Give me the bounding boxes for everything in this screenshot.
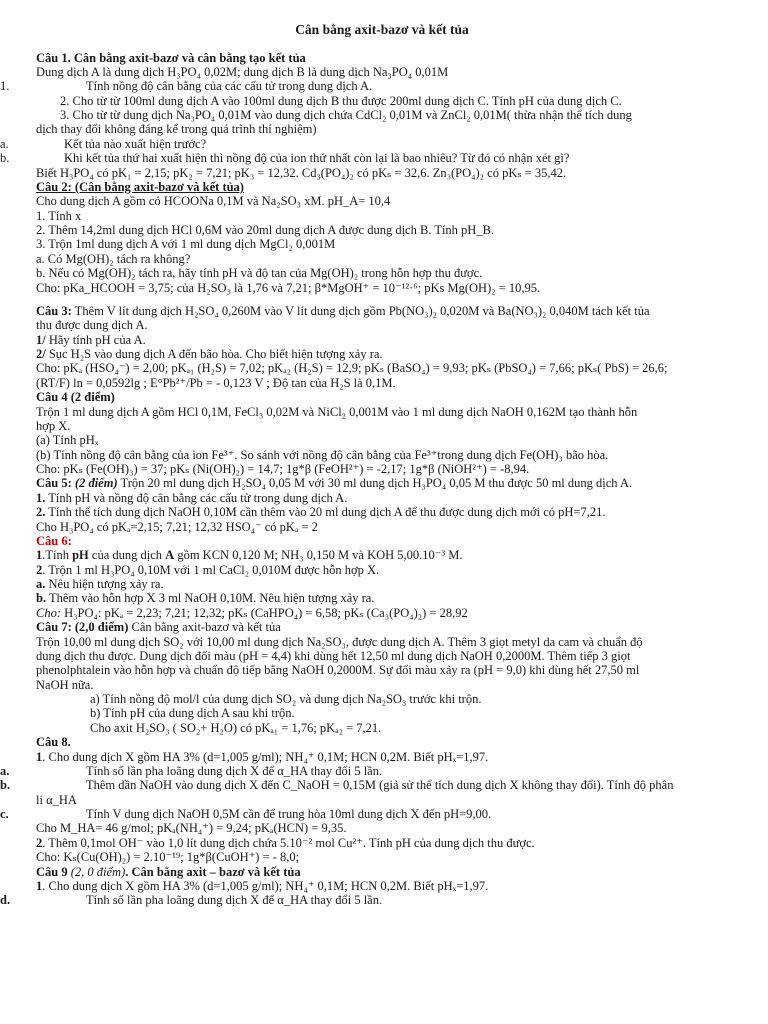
question-3-intro-cont: thu được dung dịch A. [36, 318, 148, 333]
q6-item-1-text-c: của dung dịch [88, 548, 166, 563]
q2-given-data: Cho: pKa_HCOOH = 3,75; của H₂SO₃ là 1,76 và 7,21; β*MgOH⁺ = 10⁻¹²·⁶; pKs Mg(OH)₂ = 10,95. [36, 280, 541, 295]
q2-item-1: 1. Tính x [36, 208, 82, 223]
q1-part-b: Khi kết tủa thứ hai xuất hiện thì nồng độ của ion thứ nhất còn lại là bao nhiêu? Từ đó có nhận xét gì? [64, 151, 570, 166]
question-3-heading: Câu 3: [36, 303, 72, 318]
question-5-points: (2 điểm) [71, 476, 118, 491]
q6-part-a: Nêu hiện tượng xảy ra. [45, 577, 164, 592]
q5-item-2: Tính thể tích dung dịch NaOH 0,10M cần thêm vào 20 ml dung dịch A để thu được dung dịch mới có pH=7,21. [45, 505, 606, 520]
q4-given-data: Cho: pKₛ (Fe(OH)₃) = 37; pKₛ (Ni(OH)₂) = 14,7; 1g*β (FeOH²⁺) = -2,17; 1g*β (NiOH²⁺) = -8,94. [36, 462, 530, 477]
q8-item-2: . Thêm 0,1mol OH⁻ vào 1,0 lít dung dịch chứa 5.10⁻² mol Cu²⁺. Tính pH của dung dịch thu được. [42, 835, 535, 850]
question-2-heading: Câu 2: (Cân bằng axit-bazơ và kết tủa) [36, 179, 244, 194]
q3-item-1: Hãy tính pH của A. [45, 332, 146, 347]
q7-given-data: Cho axit H₂SO₃ ( SO₂+ H₂O) có pKₐ₁ = 1,76; pKₐ₂ = 7,21. [90, 720, 382, 735]
q3-item-2: Sục H₂S vào dung dịch A đến bão hòa. Cho biết hiện tượng xảy ra. [45, 347, 383, 362]
q3-item-2-number: 2/ [36, 347, 46, 362]
q1-part-a: Kết tủa nào xuất hiện trước? [64, 136, 207, 151]
q7-paragraph-line-1: Trộn 10,00 ml dung dịch SO₂ với 10,00 ml dung dịch Na₂SO₃, được dung dịch A. Thêm 3 giọt metyl da cam và chuẩn độ [36, 634, 643, 649]
q2-part-a: a. Có Mg(OH)₂ tách ra không? [36, 251, 191, 266]
q5-given-data: Cho H₃PO₄ có pKₐ=2,15; 7,21; 12,32 HSO₄⁻ có pKₐ = 2 [36, 519, 318, 534]
q8-part-b-label: b. [0, 778, 11, 793]
question-1-heading: Câu 1. Cân bằng axit-bazơ và cân bằng tạo kết tủa [36, 50, 306, 65]
q1-part-b-label: b. [0, 151, 10, 166]
q1-item-1: Tính nồng độ cân bằng của các cấu tử trong dung dịch A. [86, 79, 373, 94]
question-5-heading: Câu 5: [36, 476, 72, 491]
question-7-heading-tail: Cân bằng axit-bazơ và kết tủa [128, 620, 281, 635]
question-4-heading: Câu 4 (2 điểm) [36, 390, 115, 405]
q8-part-c: Tính V dung dịch NaOH 0,5M cần để trung hòa 10ml dung dịch X đến pH=9,00. [86, 807, 492, 822]
q7-paragraph-line-3: phenolphtalein vào hỗn hợp và chuẩn độ tiếp bằng NaOH 0,2000M. Sự đổi màu xảy ra (pH = 9,0) khi dùng hết 27,50 ml [36, 663, 640, 678]
question-1-intro: Dung dịch A là dung dịch H₃PO₄ 0,02M; dung dịch B là dung dịch Na₃PO₄ 0,01M [36, 64, 449, 79]
q6-item-1-text-d: A [165, 548, 175, 563]
q1-part-a-label: a. [0, 136, 9, 151]
q6-item-1-text-e: gồm KCN 0,120 M; NH₃ 0,150 M và KOH 5,00.10⁻³ M. [174, 548, 463, 563]
question-5-intro: Trộn 20 ml dung dịch H₂SO₄ 0,05 M với 30 ml dung dịch H₃PO₄ 0,05 M thu được 50 ml dung dịch A. [117, 476, 633, 491]
document-title: Cân bằng axit-bazơ và kết tủa [295, 22, 469, 37]
q7-paragraph-line-4: NaOH nữa. [36, 677, 94, 692]
q7-paragraph-line-2: dung dịch thu được. Dung dịch đổi màu (pH = 4,4) khi dùng hết 12,50 ml dung dịch NaOH 0,2000M. Thêm tiếp 3 giọt [36, 648, 631, 663]
question-6-heading: Câu 6: [36, 533, 72, 548]
q5-item-2-number: 2. [36, 505, 46, 520]
q6-item-1-text-a: .Tính [42, 548, 73, 563]
q9-part-d: Tính số lần pha loãng dung dịch X để α_HA thay đổi 5 lần. [86, 893, 383, 908]
q6-item-1-number: 1 [36, 548, 43, 563]
question-4-intro-cont: hợp X. [36, 418, 71, 433]
q6-part-b: Thêm vào hỗn hợp X 3 ml NaOH 0,10M. Nêu hiện tượng xảy ra. [46, 591, 375, 606]
question-9-points: (2, 0 điểm) [67, 864, 126, 879]
q5-item-1-number: 1. [36, 490, 46, 505]
q5-item-1: Tính pH và nồng độ cân bằng các cấu tử trong dung dịch A. [45, 490, 348, 505]
q3-item-1-number: 1/ [36, 332, 46, 347]
q3-given-data-cont: (RT/F) ln = 0,0592lg ; E°Pb²⁺/Pb = - 0,123 V ; Độ tan của H₂S là 0,1M. [36, 375, 396, 390]
question-3-intro: Thêm V lít dung dịch H₂SO₄ 0,260M vào V lít dung dịch gồm Pb(NO₃)₂ 0,020M và Ba(NO₃)₂ 0,040M tách kết tủa [71, 303, 650, 318]
q8-item-1-number: 1 [36, 749, 43, 764]
q8-part-b-cont: li α_HA [36, 792, 77, 807]
q1-item-3: 3. Cho từ từ dung dịch Na₃PO₄ 0,01M vào dung dịch chứa CdCl₂ 0,01M và ZnCl₂ 0,01M( thừa nhận thể tích dung [60, 108, 632, 123]
q6-given-label: Cho: [36, 605, 61, 620]
q8-part-a: Tính số lần pha loãng dung dịch X để α_HA thay đổi 5 lần. [86, 763, 383, 778]
q6-item-2-number: 2 [36, 562, 43, 577]
question-9-heading: Câu 9 [36, 864, 68, 879]
q3-given-data: Cho: pKₐ (HSO₄⁻) = 2,00; pKₐ₁ (H₂S) = 7,02; pKₐ₂ (H₂S) = 12,9; pKₛ (BaSO₄) = 9,93; pKₛ (PbSO₄) = 7,66; pKₛ( PbS) = 26,6; [36, 361, 668, 376]
q2-part-b: b. Nếu có Mg(OH)₂ tách ra, hãy tính pH và độ tan của Mg(OH)₂ trong hỗn hợp thu được. [36, 266, 483, 281]
q7-part-b: b) Tính pH của dung dịch A sau khi trộn. [90, 706, 295, 721]
q6-item-1-text-b: pH [72, 548, 89, 563]
q4-part-b: (b) Tính nồng độ cân bằng của ion Fe³⁺. So sánh với nồng độ cân bằng của Fe³⁺trong dung dịch Fe(OH)₃ bão hòa. [36, 447, 609, 462]
q7-part-a: a) Tính nồng độ mol/l của dung dịch SO₂ và dung dịch Na₂SO₃ trước khi trộn. [90, 692, 482, 707]
q8-part-b: Thêm dần NaOH vào dung dịch X đến C_NaOH = 0,15M (giả sử thể tích dung dịch X không thay đổi). Tính độ phân [86, 778, 674, 793]
q8-item-1: . Cho dung dịch X gồm HA 3% (d=1,005 g/ml); NH₄⁺ 0,1M; HCN 0,2M. Biết pHₓ=1,97. [42, 749, 489, 764]
q8-part-a-label: a. [0, 763, 10, 778]
q6-given-data: H₃PO₄: pKₐ = 2,23; 7,21; 12,32; pKₛ (CaHPO₄) = 6,58; pKₛ (Ca₃(PO₄)₂) = 28,92 [61, 605, 468, 620]
q1-item-2: 2. Cho từ từ 100ml dung dịch A vào 100ml dung dịch B thu được 200ml dung dịch C. Tính pH của dung dịch C. [60, 93, 622, 108]
question-2-intro: Cho dung dịch A gồm có HCOONa 0,1M và Na₂SO₃ xM. pH_A= 10,4 [36, 194, 391, 209]
q8-given-data-2: Cho: Kₛ(Cu(OH)₂) = 2.10⁻¹⁹; 1g*β(CuOH⁺) = - 8,0; [36, 850, 300, 865]
q6-item-2: . Trộn 1 ml H₃PO₄ 0,10M với 1 ml CaCl₂ 0,010M được hỗn hợp X. [42, 562, 380, 577]
q9-part-d-label: d. [0, 893, 11, 908]
q2-item-3: 3. Trộn 1ml dung dịch A với 1 ml dung dịch MgCl₂ 0,001M [36, 237, 336, 252]
q8-item-2-number: 2 [36, 835, 43, 850]
q9-item-1-number: 1 [36, 878, 43, 893]
q6-part-b-label: b. [36, 591, 47, 606]
question-8-heading: Câu 8. [36, 735, 71, 750]
q1-item-1-number: 1. [0, 79, 10, 94]
q9-item-1: . Cho dung dịch X gồm HA 3% (d=1,005 g/ml); NH₄⁺ 0,1M; HCN 0,2M. Biết pHₓ=1,97. [42, 878, 489, 893]
q1-given-data: Biết H₃PO₄ có pK₁ = 2,15; pK₂ = 7,21; pK₃ = 12,32. Cd₃(PO₄)₂ có pKₛ = 32,6. Zn₃(PO₄)₂ có pKₛ = 35,42. [36, 165, 567, 180]
question-9-heading-tail: . Cân bằng axit – bazơ và kết tủa [125, 864, 301, 879]
q8-part-c-label: c. [0, 807, 9, 822]
q4-part-a: (a) Tính pHₓ [36, 433, 99, 448]
q2-item-2: 2. Thêm 14,2ml dung dịch HCl 0,6M vào 20ml dung dịch A được dung dịch B. Tính pH_B. [36, 223, 495, 238]
question-4-intro: Trộn 1 ml dung dịch A gồm HCl 0,1M, FeCl₃ 0,02M và NiCl₂ 0,001M vào 1 ml dung dịch NaOH 0,162M tạo thành hỗn [36, 404, 638, 419]
question-7-heading: Câu 7: (2,0 điểm) [36, 620, 129, 635]
q6-part-a-label: a. [36, 577, 46, 592]
q8-given-data: Cho M_HA= 46 g/mol; pKₐ(NH₄⁺) = 9,24; pKₐ(HCN) = 9,35. [36, 821, 347, 836]
q1-item-3-cont: dịch thay đổi không đáng kể trong quá trình thí nghiệm) [36, 122, 317, 137]
